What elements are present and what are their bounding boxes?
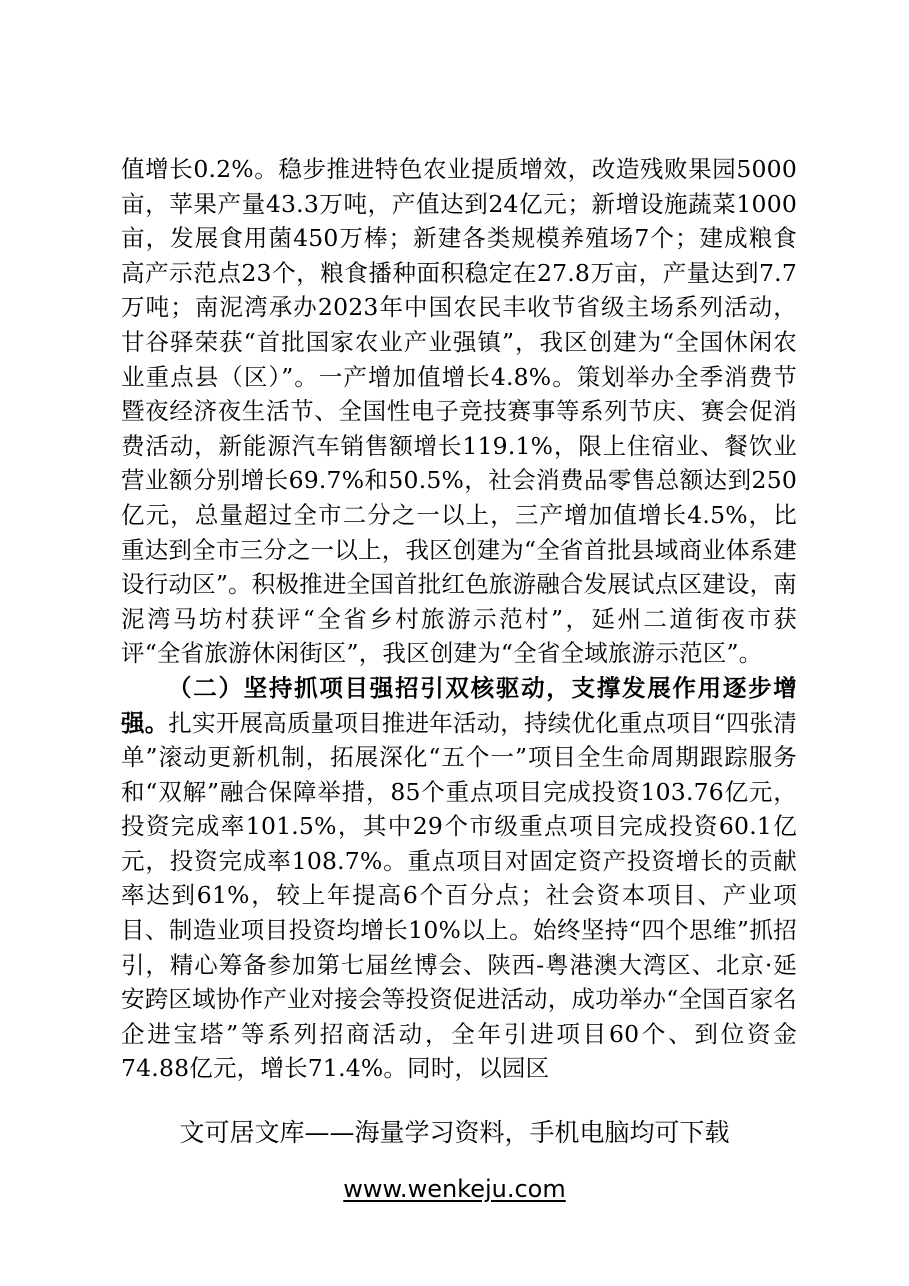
paragraph-2-body: 扎实开展高质量项目推进年活动，持续优化重点项目“四张清单”滚动更新机制，拓展深化“五个一”项目全生命周期跟踪服务和“双解”融合保障举措，85个重点项目完成投资103.76亿元，投资完成率101.5%，其中29个市级重点项目完成投资60.1亿元，投资完成率108.7%。重点项目对固定资产投资增长的贡献率达到61%，较上年提高6个百分点；社会资本项目、产业项目、制造业项目投资均增长10%以上。始终坚持“四个思维”抓招引，精心筹备参加第七届丝博会、陕西-粤港澳大湾区、北京·延安跨区域协作产业对接会等投资促进活动，成功举办“全国百家名企进宝塔”等系列招商活动，全年引进项目60个、到位资金74.88亿元，增长71.4%。同时，以园区 — [121, 708, 797, 1083]
paragraph-1: 值增长0.2%。稳步推进特色农业提质增效，改造残败果园5000亩，苹果产量43.3万吨，产值达到24亿元；新增设施蔬菜1000亩，发展食用菌450万棒；新建各类规模养殖场7个；建成粮食高产示范点23个，粮食播种面积稳定在27.8万亩，产量达到7.7万吨；南泥湾承办2023年中国农民丰收节省级主场系列活动，甘谷驿荣获“首批国家农业产业强镇”，我区创建为“全国休闲农业重点县（区）”。一产增加值增长4.8%。策划举办全季消费节暨夜经济夜生活节、全国性电子竞技赛事等系列节庆、赛会促消费活动，新能源汽车销售额增长119.1%，限上住宿业、餐饮业营业额分别增长69.7%和50.5%，社会消费品零售总额达到250亿元，总量超过全市二分之一以上，三产增加值增长4.5%，比重达到全市三分之一以上，我区创建为“全省首批县域商业体系建设行动区”。积极推进全国首批红色旅游融合发展试点区建设，南泥湾马坊村获评“全省乡村旅游示范村”，延州二道街夜市获评“全省旅游休闲街区”，我区创建为“全省全域旅游示范区”。 — [121, 155, 797, 668]
document-body — [121, 152, 797, 1086]
footer-url-link[interactable]: www.wenkeju.com — [343, 1175, 566, 1203]
paragraph-2 — [121, 671, 797, 1086]
section-heading: （二）坚持抓项目强招引双核驱动，支撑发展作用逐步增强。 — [121, 673, 797, 737]
footer-title: 文可居文库——海量学习资料，手机电脑均可下载 — [179, 1118, 730, 1147]
